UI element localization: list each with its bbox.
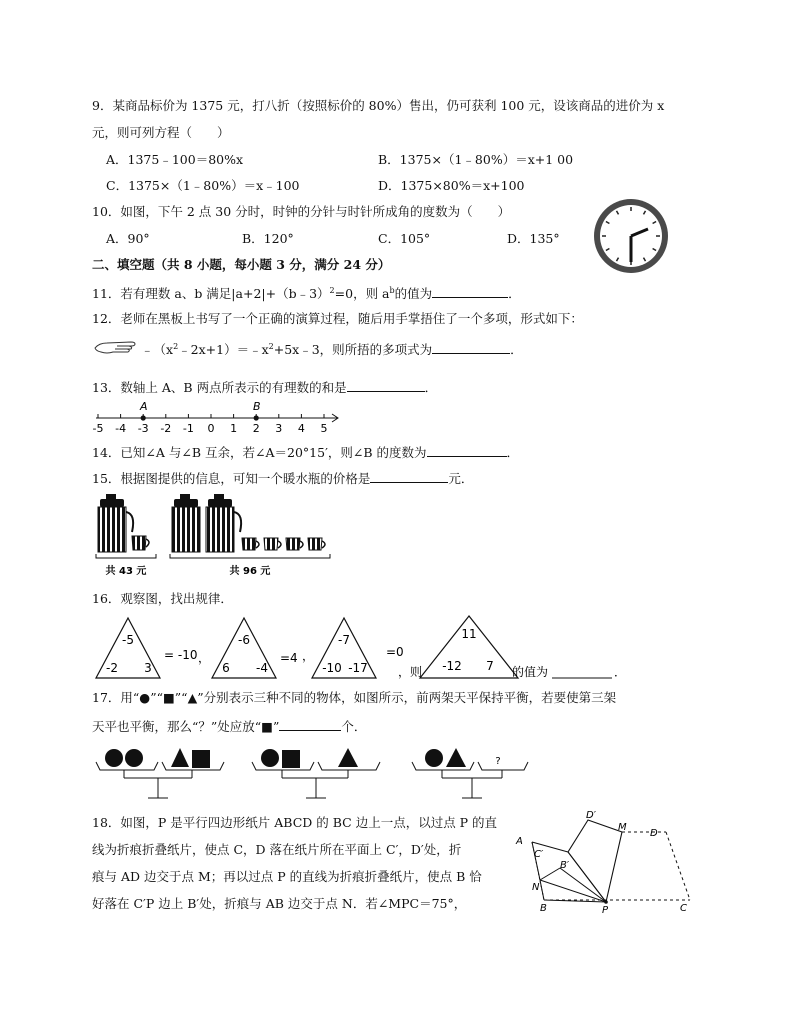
label-m: M [618,822,627,833]
q12-expr-b: ﹣2x+1）＝﹣x [178,342,269,357]
q15 [92,469,473,487]
q11 [92,284,521,302]
q13-end: ． [424,380,438,395]
t1-top: -5 [122,633,134,647]
q10-option-a: A．90° [106,231,150,246]
parallelogram-fold-figure [514,810,714,914]
q12-expr-a: ﹣（x [141,342,174,357]
q11-exp: 2 [329,286,335,295]
q12-expr-c: +5x﹣3，则所捂的多项式为 [273,342,433,357]
clock-figure [591,196,671,276]
q12-exp-b: 2 [268,342,274,351]
label-d: D [650,828,658,839]
q11-post: 的值为 [394,286,433,301]
t2-result: =4 [280,651,298,665]
point-a-label: A [140,400,148,413]
q17-line2-text: 天平也平衡，那么“？”处应放“■” [92,719,280,734]
label-a: A [516,836,523,847]
tick-label: 4 [297,422,305,435]
circle-icon [125,749,143,767]
t4-left: -12 [442,659,462,673]
thermos-cups-figure [92,492,338,578]
q15-answer-blank[interactable] [370,469,448,483]
q17-end: 个． [341,719,367,734]
q17-line2 [92,717,366,735]
t2-top: -6 [238,633,250,647]
t3-result: =0 [386,645,404,659]
q12-exp-a: 2 [173,342,179,351]
q10-option-d: D．135° [507,231,560,246]
q10-option-b: B．120° [242,231,294,246]
point-a [141,415,146,420]
palm-hand-icon [93,338,137,358]
t4-top: 11 [461,627,477,641]
q14 [92,443,519,461]
q11-end: ． [508,286,521,301]
label-p: P [602,905,609,914]
triangle-3 [312,618,376,678]
t1-right: 3 [144,661,152,675]
cup-icon [264,538,281,550]
q9-option-a: A．1375﹣100＝80%x [106,152,244,167]
q9-line2: 元，则可列方程（ ） [92,125,230,140]
triangles-figure [92,614,652,684]
balance-scale-3 [412,748,528,798]
tick-label: 2 [252,422,260,435]
q12-expression [141,340,523,358]
t3-top: -7 [338,633,350,647]
q9-option-c: C．1375×（1﹣80%）＝x﹣100 [106,178,300,193]
tick-label: -4 [115,422,127,435]
t2-right: -4 [256,661,268,675]
q14-stem: 14．已知∠A 与∠B 互余，若∠A＝20°15′，则∠B 的度数为 [92,445,427,460]
q11-exp2: b [389,286,395,295]
caption-43: 共 43 元 [105,566,147,577]
balance-scale-2 [252,748,380,798]
tick-label: 5 [320,422,328,435]
q12-line1: 12．老师在黑板上书写了一个正确的演算过程，随后用手掌捂住了一个多项，形式如下： [92,311,583,326]
square-icon [192,750,210,768]
triangle-icon [338,748,358,767]
tick-label: 1 [230,422,238,435]
q15-stem: 15．根据图提供的信息，可知一个暖水瓶的价格是 [92,471,371,486]
thermos-icon [98,494,133,552]
q17-line1: 17．用“●”“■”“▲”分别表示三种不同的物体，如图所示，前两架天平保持平衡，若要使第三架 [92,690,617,705]
point-b [254,415,259,420]
balance-scales-figure [92,740,532,802]
q9-option-b: B．1375×（1﹣80%）＝x+1 00 [378,152,574,167]
q16-end: ． [614,665,627,679]
tick-label: -1 [182,422,194,435]
circle-icon [105,749,123,767]
q11-mid: =0，则 a [334,286,390,301]
tick-label: -2 [160,422,172,435]
label-d-prime: D′ [586,810,596,821]
number-line-ticks [98,414,324,418]
caption-96: 共 96 元 [229,566,271,577]
triangle-icon [171,748,189,767]
triangle-icon [446,748,466,767]
cup-icon [132,536,149,550]
section2-heading: 二、填空题（共 8 小题，每小题 3 分，满分 24 分） [92,257,391,272]
q12-answer-blank[interactable] [432,340,510,354]
label-n: N [532,882,540,893]
t3-right: -17 [348,661,368,675]
label-b: B [540,903,547,914]
question-mark: ? [495,756,501,767]
sep-2: ， [302,649,315,663]
balance-scale-1 [96,748,224,798]
number-line [90,396,346,436]
q17-answer-blank[interactable] [279,717,341,731]
t4-right: 7 [486,659,494,673]
q16-tail: 的值为 [512,665,549,679]
t3-left: -10 [322,661,342,675]
q16-stem: 16．观察图，找出规律． [92,591,233,606]
q11-pre: 11．若有理数 a、b 满足|a+2|+（b﹣3） [92,286,330,301]
thermos-icon [206,494,241,552]
circle-icon [425,749,443,767]
cup-icon [242,538,259,550]
q10-stem: 10．如图，下午 2 点 30 分时，时钟的分针与时针所成角的度数为（ ） [92,204,511,219]
tick-label: 0 [207,422,215,435]
q13-stem: 13．数轴上 A、B 两点所表示的有理数的和是 [92,380,347,395]
q18-line2: 线为折痕折叠纸片，使点 C，D 落在纸片所在平面上 C′，D′处，折 [92,842,462,857]
tick-label: 3 [275,422,283,435]
sep-1: ， [198,651,211,665]
thermos-icon [172,494,200,552]
q13 [92,378,437,396]
triangle-4 [420,616,518,678]
tick-label: -5 [92,422,104,435]
cup-icon [286,538,303,550]
label-b-prime: B′ [560,860,570,871]
cup-icon [308,538,325,550]
t1-left: -2 [106,661,118,675]
q15-end: 元． [448,471,474,486]
tick-label: -3 [137,422,149,435]
square-icon [282,750,300,768]
point-b-label: B [253,400,261,413]
circle-icon [261,749,279,767]
q12-end: ． [510,342,523,357]
q18-line1: 18．如图，P 是平行四边形纸片 ABCD 的 BC 边上一点，以过点 P 的直 [92,815,498,830]
label-c-prime: C′ [534,849,544,860]
t2-left: 6 [222,661,230,675]
q18-line4: 好落在 C′P 边上 B′处，折痕与 AB 边交于点 N．若∠MPC＝75°， [92,896,467,911]
q10-option-c: C．105° [378,231,431,246]
sep-3: ，则 [398,665,423,679]
triangle-1 [96,618,160,678]
triangle-2 [212,618,276,678]
q9-line1: 9．某商品标价为 1375 元，打八折（按照标价的 80%）售出，仍可获利 100 元，设该商品的进价为 x [92,98,665,113]
q14-answer-blank[interactable] [427,443,507,457]
t1-result: = -10 [164,648,198,662]
q11-answer-blank[interactable] [432,284,508,298]
q14-end: ． [506,445,520,460]
q9-option-d: D．1375×80%＝x+100 [378,178,525,193]
q13-answer-blank[interactable] [347,378,425,392]
q18-line3: 痕与 AD 边交于点 M；再以过点 P 的直线为折痕折叠纸片，使点 B 恰 [92,869,482,884]
label-c: C [680,903,687,914]
